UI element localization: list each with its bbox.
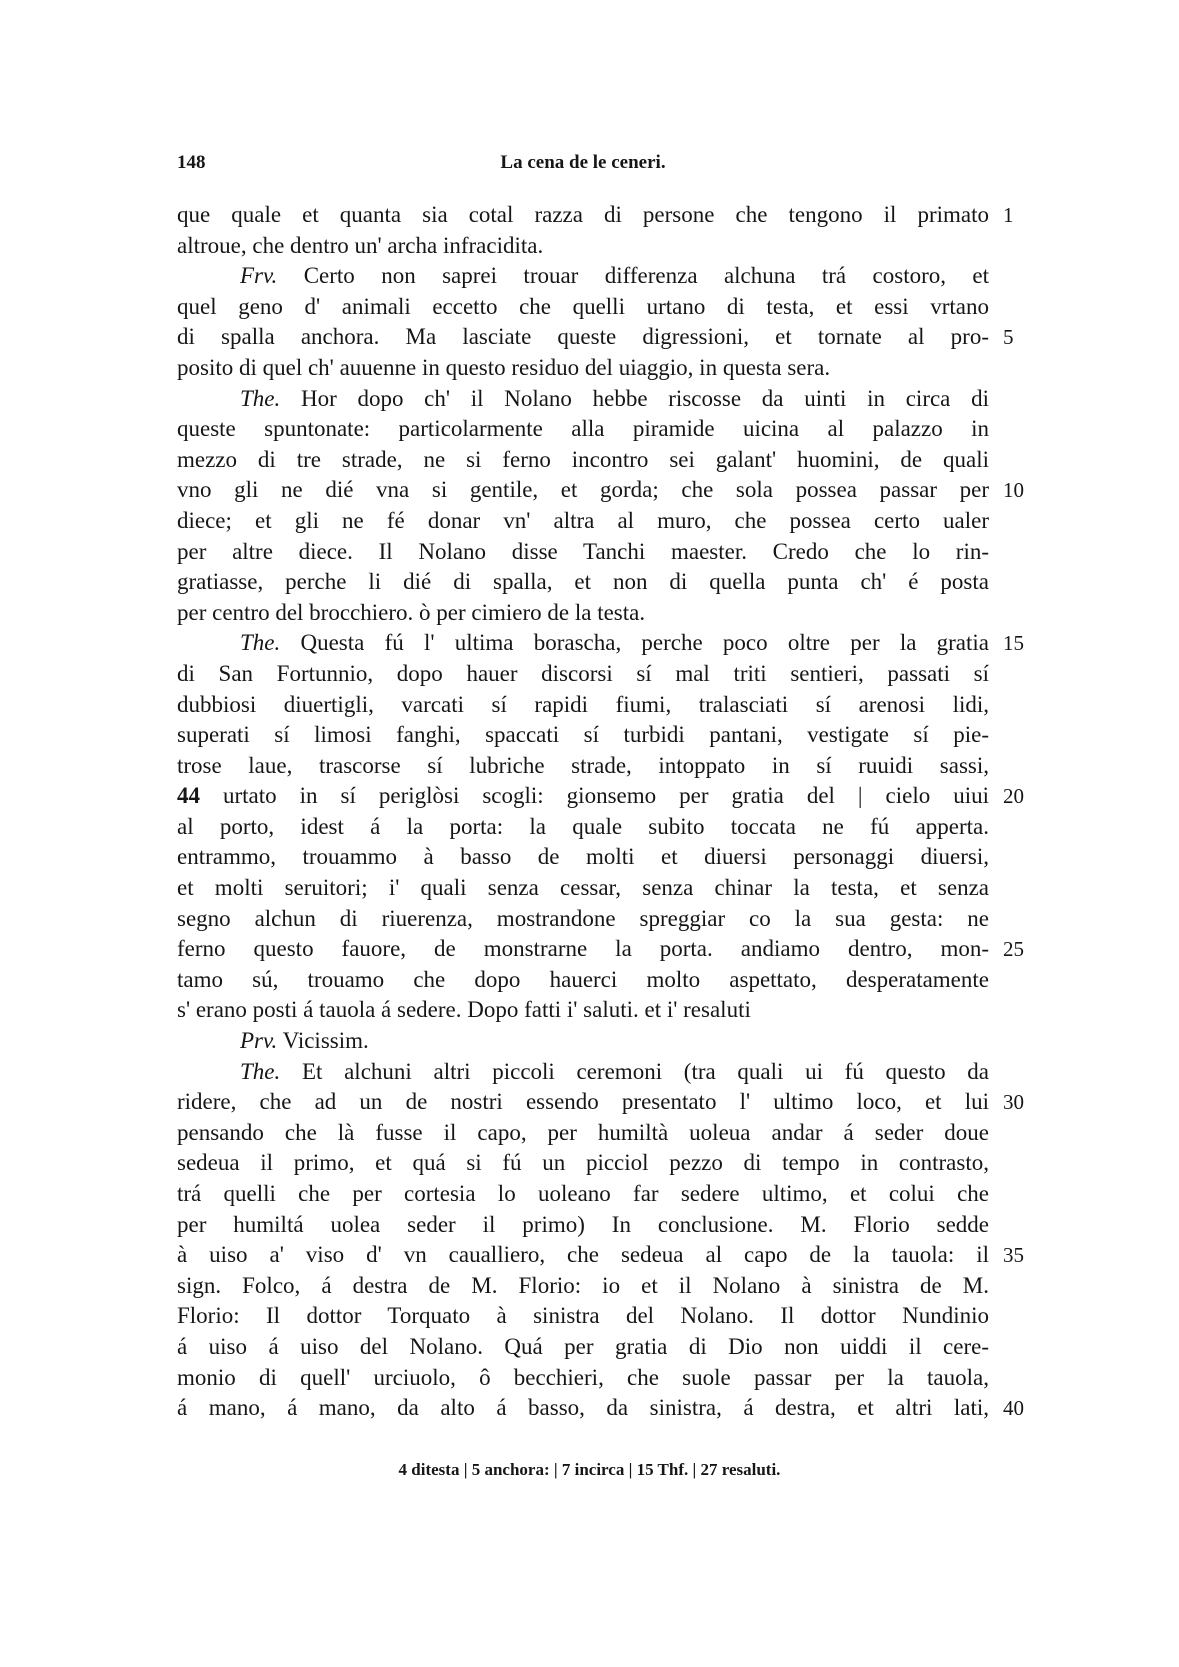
text-line xyxy=(177,842,989,873)
line-content: monio di quell' urciuolo, ô becchieri, che suole passar per la tauola, xyxy=(177,1364,989,1390)
line-content: s' erano posti á tauola á sedere. Dopo fatti i' saluti. et i' resaluti xyxy=(177,997,751,1023)
line-text xyxy=(177,781,989,812)
line-content: quel geno d' animali eccetto che quelli urtano di testa, et essi vrtano xyxy=(177,293,989,319)
line-content: que quale et quanta sia cotal razza di persone che tengono il primato xyxy=(177,202,989,227)
speaker-label: The. xyxy=(240,630,281,656)
line-content: diece; et gli ne fé donar vn' altra al muro, che possea certo ualer xyxy=(177,507,989,533)
line-content: sedeua il primo, et quá si fú un picciol pezzo di tempo in contrasto, xyxy=(177,1150,989,1176)
line-content: à uiso a' viso d' vn caualliero, che sedeua al capo de la tauola: il xyxy=(177,1242,989,1268)
text-line xyxy=(177,690,989,721)
line-text xyxy=(177,904,989,935)
line-content: tamo sú, trouamo che dopo hauerci molto aspettato, desperatamente xyxy=(177,966,989,992)
line-content: Questa fú l' ultima borascha, perche poco oltre per la gratia xyxy=(300,630,989,656)
line-content: urtato in sí periglòsi scogli: gionsemo per gratia del | cielo uiui xyxy=(223,783,989,809)
line-content: al porto, idest á la porta: la quale subito toccata ne fú apperta. xyxy=(177,813,989,839)
line-content: mezzo di tre strade, ne si ferno incontro sei galant' huomini, de quali xyxy=(177,446,989,472)
text-line xyxy=(177,322,1014,353)
text-line xyxy=(177,1179,989,1210)
text-line xyxy=(177,1087,1024,1118)
body-text xyxy=(177,200,1024,1424)
line-content: trá quelli che per cortesia lo uoleano far sedere ultimo, et colui che xyxy=(177,1181,989,1206)
line-text xyxy=(177,690,989,721)
text-line xyxy=(177,475,1024,506)
line-content: ferno questo fauore, de monstrarne la porta. andiamo dentro, mon- xyxy=(177,936,989,962)
line-text xyxy=(177,200,989,231)
text-line xyxy=(177,537,989,568)
line-number: 35 xyxy=(1003,1243,1024,1268)
line-text xyxy=(177,1332,989,1363)
text-line xyxy=(177,231,989,262)
line-text xyxy=(177,231,989,262)
text-line xyxy=(177,414,989,445)
line-text xyxy=(177,1148,989,1179)
text-line xyxy=(177,720,989,751)
line-content: queste spuntonate: particolarmente alla piramide uicina al palazzo in xyxy=(177,416,989,442)
line-text xyxy=(177,628,989,659)
line-content: á uiso á uiso del Nolano. Quá per gratia di Dio non uiddi il cere- xyxy=(177,1333,989,1359)
line-content: Certo non saprei trouar differenza alchuna trá costoro, et xyxy=(303,263,989,289)
line-text xyxy=(177,384,989,415)
line-text xyxy=(177,567,989,598)
line-text xyxy=(177,1026,989,1057)
line-content: Hor dopo ch' il Nolano hebbe riscosse da uinti in circa di xyxy=(300,385,989,411)
text-line xyxy=(177,781,1024,812)
line-content: altroue, che dentro un' archa infracidita. xyxy=(177,232,544,258)
line-text xyxy=(177,445,989,476)
line-content: posito di quel ch' auuenne in questo residuo del uiaggio, in questa sera. xyxy=(177,354,831,380)
line-text xyxy=(177,414,989,445)
text-line xyxy=(177,261,989,292)
line-number: 1 xyxy=(1003,203,1014,227)
text-line xyxy=(177,812,989,843)
text-line xyxy=(177,1393,1024,1424)
text-line xyxy=(177,1301,989,1332)
line-text xyxy=(177,1271,989,1302)
text-line xyxy=(177,506,989,537)
speaker-label: Frv. xyxy=(240,263,278,289)
line-content: á mano, á mano, da alto á basso, da sinistra, á destra, et altri lati, xyxy=(177,1395,989,1421)
line-content: gratiasse, perche li dié di spalla, et non di quella punta ch' é posta xyxy=(177,569,989,595)
line-content: sign. Folco, á destra de M. Florio: io et il Nolano à sinistra de M. xyxy=(177,1272,989,1298)
line-text xyxy=(177,1363,989,1394)
line-text xyxy=(177,537,989,568)
line-content: Et alchuni altri piccoli ceremoni (tra quali ui fú questo da xyxy=(301,1058,989,1084)
text-line xyxy=(177,384,989,415)
text-line xyxy=(177,751,989,782)
line-content: di spalla anchora. Ma lasciate queste digressioni, et tornate al pro- xyxy=(177,324,989,350)
line-text xyxy=(177,506,989,537)
line-text xyxy=(177,292,989,323)
line-text xyxy=(177,1118,989,1149)
line-text xyxy=(177,598,989,629)
text-line xyxy=(177,628,1024,659)
text-line xyxy=(177,1148,989,1179)
line-text xyxy=(177,995,989,1026)
text-line xyxy=(177,1363,989,1394)
line-content: per centro del brocchiero. ò per cimiero de la testa. xyxy=(177,599,646,625)
speaker-label: The. xyxy=(240,1058,281,1084)
line-text xyxy=(177,873,989,904)
text-line xyxy=(177,292,989,323)
line-content: trose laue, trascorse sí lubriche strade, intoppato in sí ruuidi sassi, xyxy=(177,752,989,778)
line-text xyxy=(177,659,989,690)
line-text xyxy=(177,1301,989,1332)
critical-apparatus: 4 ditesta | 5 anchora: | 7 incirca | 15 Thf. | 27 resaluti. xyxy=(398,1460,781,1479)
line-text xyxy=(177,965,989,996)
line-text xyxy=(177,1393,989,1424)
line-number: 40 xyxy=(1003,1396,1024,1421)
line-content: superati sí limosi fanghi, spaccati sí turbidi pantani, vestigate sí pie- xyxy=(177,722,989,748)
line-text xyxy=(177,475,989,506)
text-line xyxy=(177,904,989,935)
text-line xyxy=(177,1332,989,1363)
text-line xyxy=(177,965,989,996)
line-text xyxy=(177,1057,989,1088)
line-content: et molti seruitori; i' quali senza cessar, senza chinar la testa, et senza xyxy=(177,875,989,901)
text-line xyxy=(177,995,989,1026)
speaker-label: Prv. xyxy=(240,1028,278,1054)
line-content: pensando che là fusse il capo, per humiltà uoleua andar á seder doue xyxy=(177,1119,989,1145)
line-number: 10 xyxy=(1003,478,1024,503)
line-text xyxy=(177,751,989,782)
page-number: 148 xyxy=(177,152,206,173)
text-line xyxy=(177,1240,1024,1271)
line-text xyxy=(177,812,989,843)
text-line xyxy=(177,353,989,384)
line-text xyxy=(177,1179,989,1210)
line-number: 30 xyxy=(1003,1090,1024,1115)
text-line xyxy=(177,1271,989,1302)
running-title: La cena de le ceneri. xyxy=(500,152,666,173)
line-content: Florio: Il dottor Torquato à sinistra del Nolano. Il dottor Nundinio xyxy=(177,1303,989,1329)
line-number: 20 xyxy=(1003,784,1024,809)
text-line xyxy=(177,873,989,904)
line-text xyxy=(177,261,989,292)
line-content: ridere, che ad un de nostri essendo presentato l' ultimo loco, et lui xyxy=(177,1089,989,1115)
line-text xyxy=(177,1240,989,1271)
text-line xyxy=(177,567,989,598)
line-content: dubbiosi diuertigli, varcati sí rapidi fiumi, tralasciati sí arenosi lidi, xyxy=(177,691,989,717)
line-number: 25 xyxy=(1003,937,1024,962)
text-line xyxy=(177,659,989,690)
text-line xyxy=(177,1210,989,1241)
text-line xyxy=(177,445,989,476)
text-line xyxy=(177,200,1014,231)
text-line xyxy=(177,1057,989,1088)
text-line xyxy=(177,598,989,629)
line-content: vno gli ne dié vna si gentile, et gorda; che sola possea passar per xyxy=(177,477,989,503)
line-text xyxy=(177,353,989,384)
line-content: per humiltá uolea seder il primo) In conclusione. M. Florio sedde xyxy=(177,1211,989,1237)
line-text xyxy=(177,1210,989,1241)
line-content: segno alchun di riuerenza, mostrandone spreggiar co la sua gesta: ne xyxy=(177,905,989,931)
running-head xyxy=(177,152,989,186)
signature-mark: 44 xyxy=(177,783,200,809)
text-line xyxy=(177,934,1024,965)
line-text xyxy=(177,1087,989,1118)
line-content: entrammo, trouammo à basso de molti et diuersi personaggi diuersi, xyxy=(177,844,989,870)
text-line xyxy=(177,1118,989,1149)
line-text xyxy=(177,720,989,751)
line-text xyxy=(177,842,989,873)
line-number: 5 xyxy=(1003,325,1014,350)
line-content: di San Fortunnio, dopo hauer discorsi sí mal triti sentieri, passati sí xyxy=(177,660,989,686)
line-number: 15 xyxy=(1003,631,1024,656)
line-text xyxy=(177,322,989,353)
line-content: per altre diece. Il Nolano disse Tanchi maester. Credo che lo rin- xyxy=(177,538,989,564)
line-text xyxy=(177,934,989,965)
text-line xyxy=(177,1026,989,1057)
line-content: Vicissim. xyxy=(282,1028,369,1054)
speaker-label: The. xyxy=(240,385,281,411)
